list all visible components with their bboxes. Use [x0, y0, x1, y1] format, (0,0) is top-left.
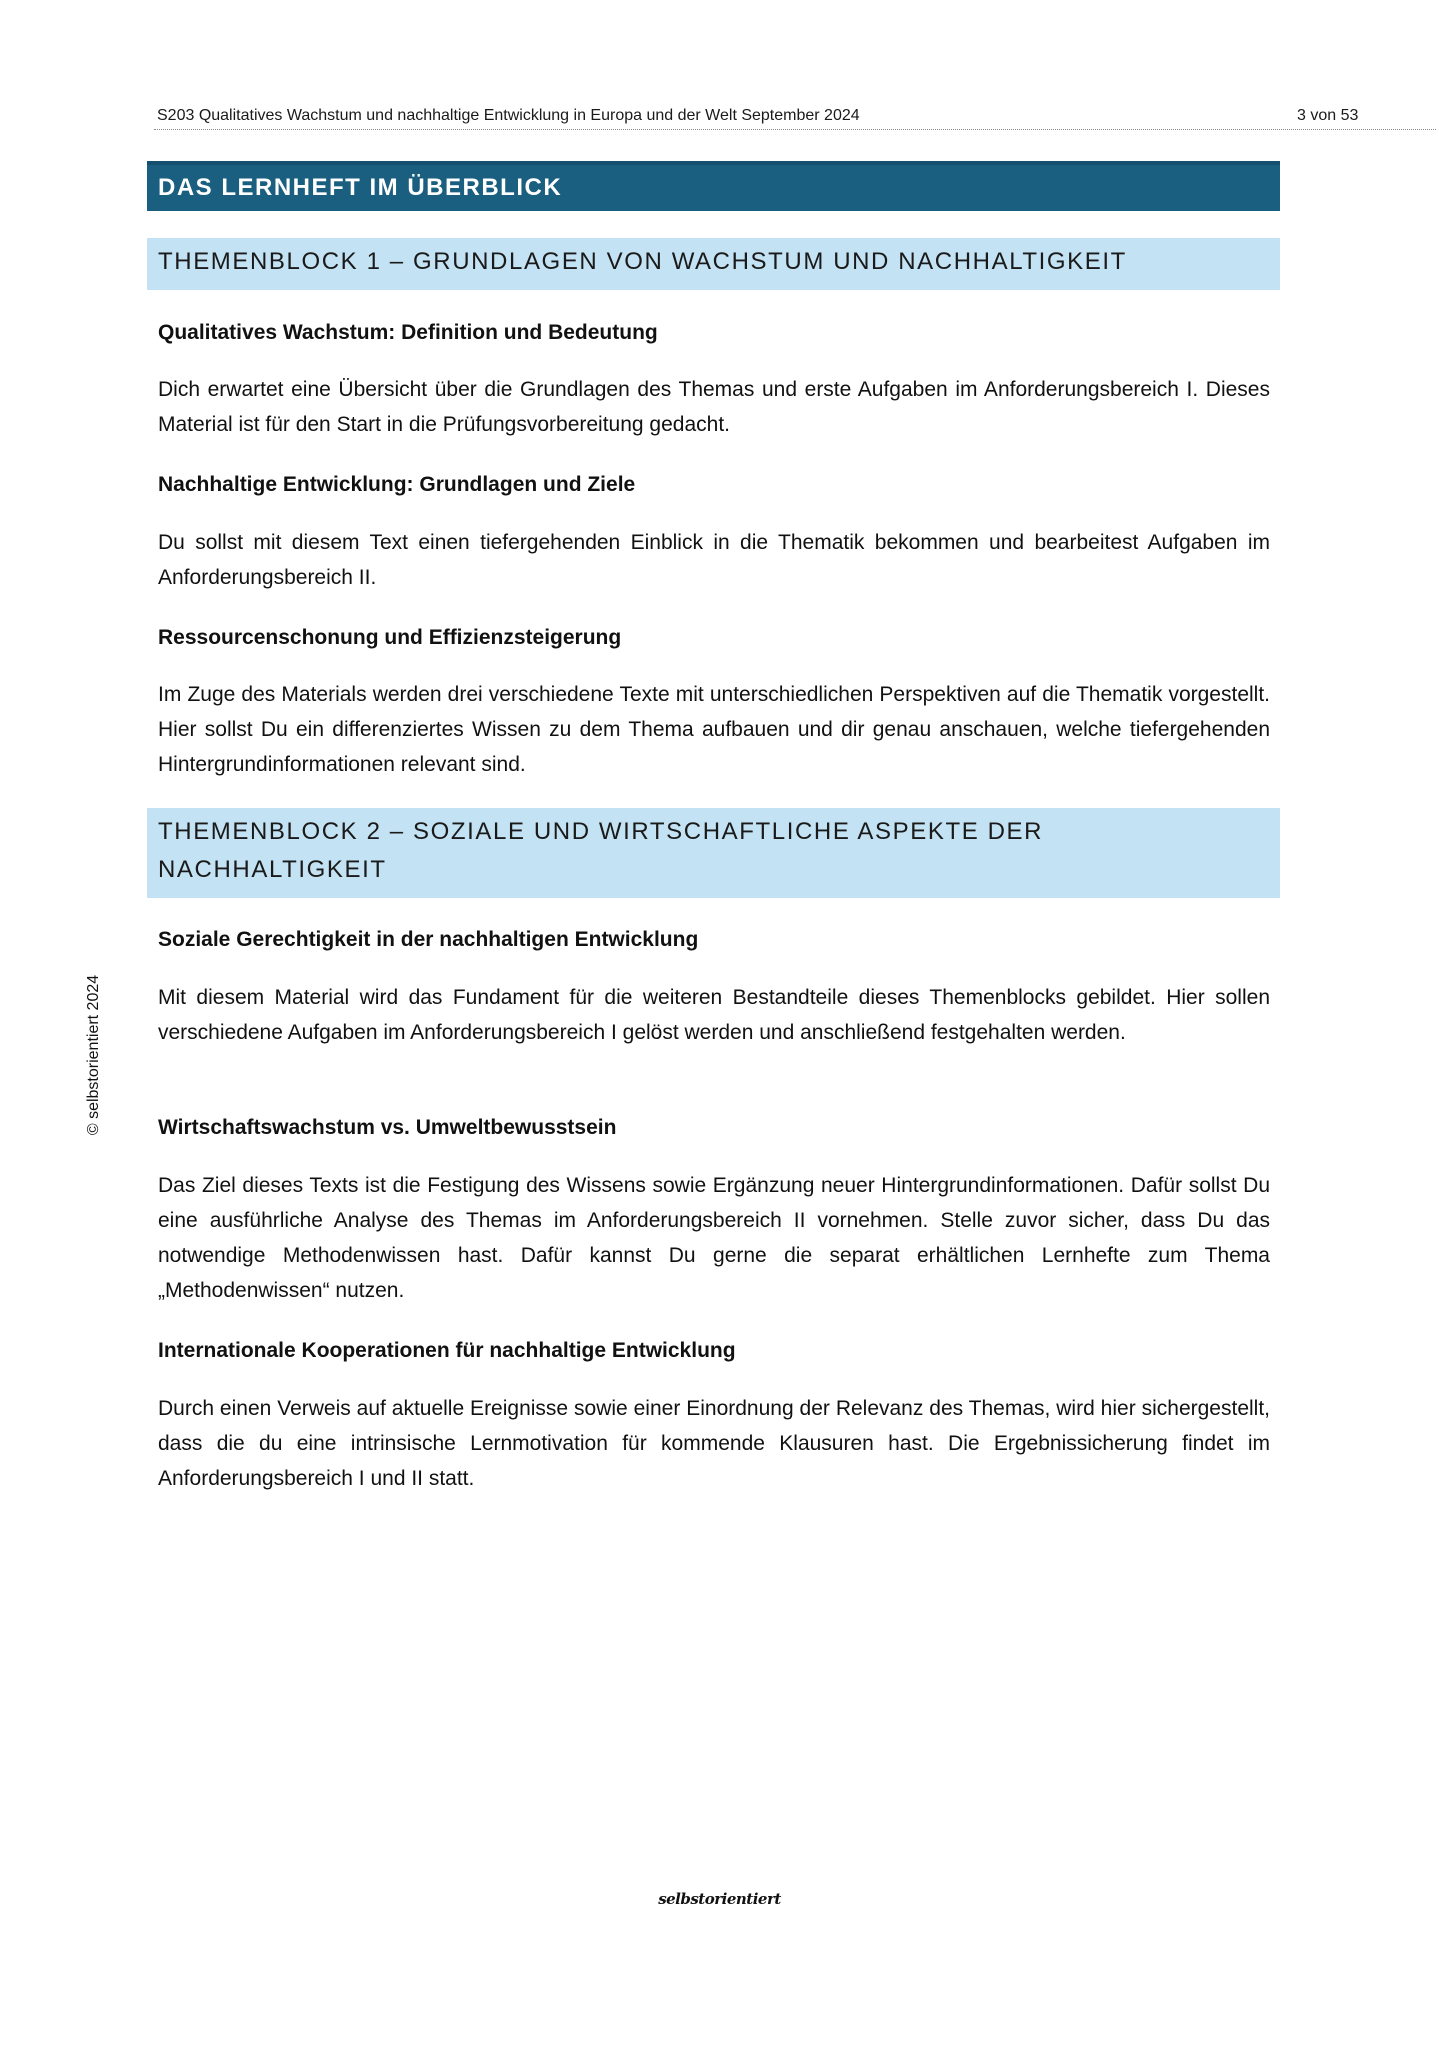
- document-title: S203 Qualitatives Wachstum und nachhaltige Entwicklung in Europa und der Welt September 2024: [157, 107, 860, 124]
- topic-heading-internationale-kooperationen: Internationale Kooperationen für nachhaltige Entwicklung: [158, 1339, 736, 1362]
- topic-text-wirtschaftswachstum: Das Ziel dieses Texts ist die Festigung des Wissens sowie Ergänzung neuer Hintergrundinformationen. Dafür sollst Du eine ausführliche Analyse des Themas im Anforderungsbereich II vornehmen. Stelle zuvor sicher, dass Du das notwendige Methodenwissen hast. Dafür kannst Du gerne die separat erhältlichen Lernhefte zum Thema „Methodenwissen“ nutzen.: [158, 1174, 1270, 1302]
- overview-title-banner: DAS LERNHEFT IM ÜBERBLICK: [147, 161, 1280, 211]
- topic-text-soziale-gerechtigkeit: Mit diesem Material wird das Fundament für die weiteren Bestandteile dieses Themenblocks gebildet. Hier sollen verschiedene Aufgaben im Anforderungsbereich I gelöst werden und anschließend festgehalten werden.: [158, 986, 1270, 1044]
- running-header: [154, 103, 1436, 130]
- topic-heading-ressourcenschonung: Ressourcenschonung und Effizienzsteigerung: [158, 626, 622, 649]
- copyright-note: © selbstorientiert 2024: [85, 974, 102, 1136]
- topic-heading-qualitatives-wachstum: Qualitatives Wachstum: Definition und Bedeutung: [158, 321, 658, 344]
- topic-text-ressourcenschonung: Im Zuge des Materials werden drei verschiedene Texte mit unterschiedlichen Perspektiven auf die Thematik vorgestellt. Hier sollst Du ein differenziertes Wissen zu dem Thema aufbauen und dir genau anschauen, welche tiefergehenden Hintergrundinformationen relevant sind.: [158, 683, 1270, 776]
- page-number: 3 von 53: [1297, 107, 1359, 124]
- topic-heading-soziale-gerechtigkeit: Soziale Gerechtigkeit in der nachhaltigen Entwicklung: [158, 928, 699, 951]
- topic-text-internationale-kooperationen: Durch einen Verweis auf aktuelle Ereignisse sowie einer Einordnung der Relevanz des Themas, wird hier sichergestellt, dass die du eine intrinsische Lernmotivation für kommende Klausuren hast. Die Ergebnissicherung findet im Anforderungsbereich I und II statt.: [158, 1397, 1270, 1490]
- themenblock-2-banner: THEMENBLOCK 2 – SOZIALE UND WIRTSCHAFTLICHE ASPEKTE DER NACHHALTIGKEIT: [147, 808, 1280, 898]
- topic-heading-nachhaltige-entwicklung: Nachhaltige Entwicklung: Grundlagen und Ziele: [158, 473, 636, 496]
- topic-heading-wirtschaftswachstum: Wirtschaftswachstum vs. Umweltbewusstsein: [158, 1116, 617, 1139]
- topic-text-nachhaltige-entwicklung: Du sollst mit diesem Text einen tiefergehenden Einblick in die Thematik bekommen und bearbeitest Aufgaben im Anforderungsbereich II.: [158, 531, 1270, 589]
- themenblock-1-banner: THEMENBLOCK 1 – GRUNDLAGEN VON WACHSTUM UND NACHHALTIGKEIT: [147, 238, 1280, 290]
- topic-text-qualitatives-wachstum: Dich erwartet eine Übersicht über die Grundlagen des Themas und erste Aufgaben im Anforderungsbereich I. Dieses Material ist für den Start in die Prüfungsvorbereitung gedacht.: [158, 378, 1270, 436]
- footer-logo: selbstorientiert: [658, 1890, 781, 1908]
